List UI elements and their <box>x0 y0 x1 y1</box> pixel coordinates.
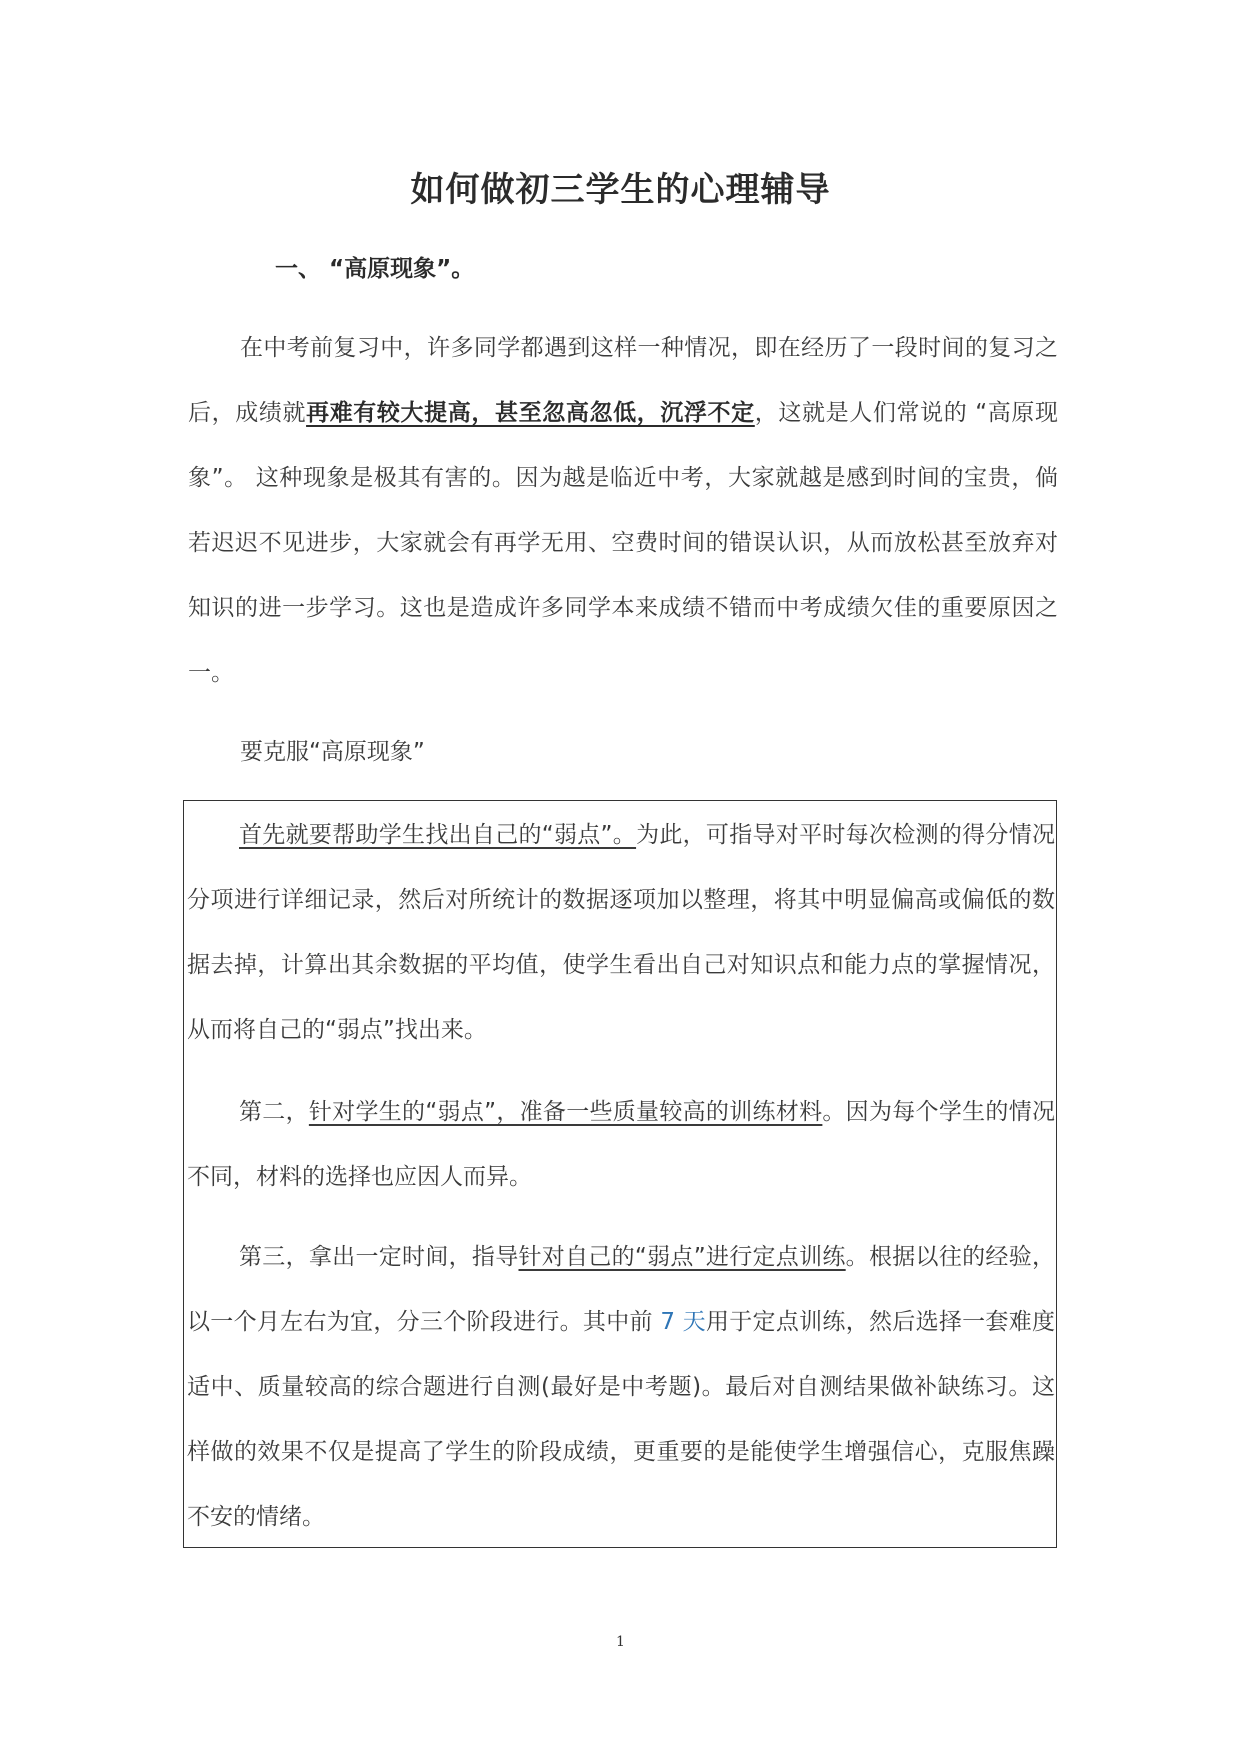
underlined-text: 针对学生的“弱点”，准备一些质量较高的训练材料 <box>308 1099 823 1125</box>
box-paragraph-third <box>187 1225 1055 1550</box>
underlined-text: 针对自己的“弱点”进行定点训练 <box>518 1244 846 1270</box>
paragraph-text: ，这就是人们常说的 “高原现象”。 这种现象是极其有害的。因为越是临近中考，大家就越是感到时间的宝贵，倘若迟迟不见进步，大家就会有再学无用、空费时间的错误认识，从而放松甚至放弃对知识的进一步学习。这也是造成许多同学本来成绩不错而中考成绩欠佳的重要原因之一。 <box>188 400 1059 686</box>
box-paragraph-second <box>187 1080 1055 1210</box>
paragraph-overcome: 要克服“高原现象” <box>240 739 425 765</box>
paragraph-text: 用于定点训练，然后选择一套难度适中、质量较高的综合题进行自测(最好是中考题)。最后对自测结果做补缺练习。这样做的效果不仅是提高了学生的阶段成绩，更重要的是能使学生增强信心，克服焦躁不安的情绪。 <box>187 1309 1056 1530</box>
blue-highlight-text: 7 天 <box>652 1309 706 1335</box>
paragraph-text: 。因为每个学生的情况不同，材料的选择也应因人而异。 <box>187 1099 1056 1190</box>
page-number: 1 <box>616 1634 625 1650</box>
paragraph-text: 。根据以往的经验，以一个月左右为宜，分三个阶段进行。其中前 <box>187 1244 1055 1335</box>
section-heading: 一、 “高原现象”。 <box>275 256 475 282</box>
paragraph-text: 在中考前复习中，许多同学都遇到这样一种情况，即在经历了一段时间的复习之后，成绩就 <box>188 335 1058 426</box>
paragraph-text: 为此，可指导对平时每次检测的得分情况分项进行详细记录，然后对所统计的数据逐项加以整理，将其中明显偏高或偏低的数据去掉，计算出其余数据的平均值，使学生看出自己对知识点和能力点的掌握情况，从而将自己的“弱点”找出来。 <box>187 822 1055 1043</box>
paragraph-text: 第三，拿出一定时间，指导 <box>239 1244 519 1270</box>
bold-underlined-text: 再难有较大提高，甚至忽高忽低，沉浮不定 <box>306 400 755 426</box>
underlined-text: 首先就要帮助学生找出自己的“弱点”。 <box>239 822 637 848</box>
paragraph-plateau <box>188 316 1058 706</box>
document-title: 如何做初三学生的心理辅导 <box>410 170 831 210</box>
paragraph-text: 第二， <box>239 1099 309 1125</box>
box-paragraph-first <box>187 803 1055 1063</box>
